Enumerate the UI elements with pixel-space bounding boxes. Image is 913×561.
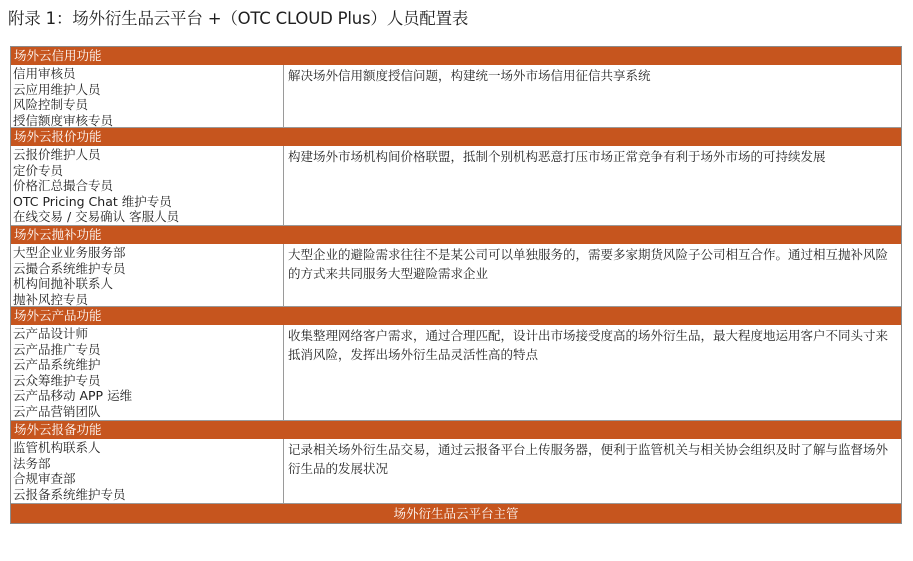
document-title: 附录 1：场外衍生品云平台 +（OTC CLOUD Plus）人员配置表 [8,9,469,28]
role-item: 云产品推广专员 [13,341,101,357]
section-header-product: 场外云产品功能 [11,307,901,325]
role-item: 大型企业业务服务部 [13,245,126,260]
section-description: 大型企业的避险需求往往不是某公司可以单独服务的，需要多家期货风险子公司相互合作。通过相互抛补风险的方式来共同服务大型避险需求企业 [288,247,889,281]
roles-cell [11,146,284,225]
role-item: 抛补风控专员 [13,291,89,307]
section-description: 记录相关场外衍生品交易，通过云报备平台上传服务器，便利于监管机关与相关协会组织及时了解与监督场外衍生品的发展状况 [288,442,889,476]
section-row-hedge [11,244,901,307]
roles-cell [11,325,284,420]
role-item: 价格汇总撮合专员 [13,178,114,194]
role-item: 合规审查部 [13,471,76,487]
roles-cell [11,65,284,127]
section-header-credit: 场外云信用功能 [11,47,901,65]
roles-cell [11,439,284,503]
role-item: 云产品营销团队 [13,403,101,419]
section-description: 收集整理网络客户需求，通过合理匹配，设计出市场接受度高的场外衍生品，最大程度地运用客户不同头寸来抵消风险，发挥出场外衍生品灵活性高的特点 [288,328,889,362]
role-item: 监管机构联系人 [13,440,101,455]
section-description: 解决场外信用额度授信问题，构建统一场外市场信用征信共享系统 [288,68,651,83]
description-cell [284,244,901,306]
staffing-table [10,46,902,524]
role-item: 定价专员 [13,162,64,178]
role-item: OTC Pricing Chat 维护专员 [13,193,172,209]
role-item: 机构间抛补联系人 [13,276,114,292]
role-item: 云产品设计师 [13,326,89,341]
description-cell [284,65,901,127]
platform-supervisor-footer: 场外衍生品云平台主管 [11,504,901,523]
role-item: 在线交易 / 交易确认 客服人员 [13,209,180,225]
role-item: 云产品系统维护 [13,357,101,373]
section-header-quote: 场外云报价功能 [11,128,901,146]
section-row-filing [11,439,901,504]
description-cell [284,146,901,225]
section-description: 构建场外市场机构间价格联盟，抵制个别机构恶意打压市场正常竞争有利于场外市场的可持续发展 [288,149,826,164]
role-item: 云应用维护人员 [13,81,101,97]
description-cell [284,439,901,503]
section-row-credit [11,65,901,128]
section-header-filing: 场外云报备功能 [11,421,901,439]
role-item: 云报备系统维护专员 [13,486,126,502]
role-item: 云众筹维护专员 [13,372,101,388]
roles-cell [11,244,284,306]
section-row-quote [11,146,901,226]
role-item: 云撮合系统维护专员 [13,260,126,276]
description-cell [284,325,901,420]
role-item: 风险控制专员 [13,97,89,113]
section-header-hedge: 场外云抛补功能 [11,226,901,244]
section-row-product [11,325,901,421]
role-item: 授信额度审核专员 [13,112,114,128]
role-item: 云报价维护人员 [13,147,101,162]
role-item: 信用审核员 [13,66,76,81]
role-item: 云产品移动 APP 运维 [13,388,133,404]
role-item: 法务部 [13,455,51,471]
